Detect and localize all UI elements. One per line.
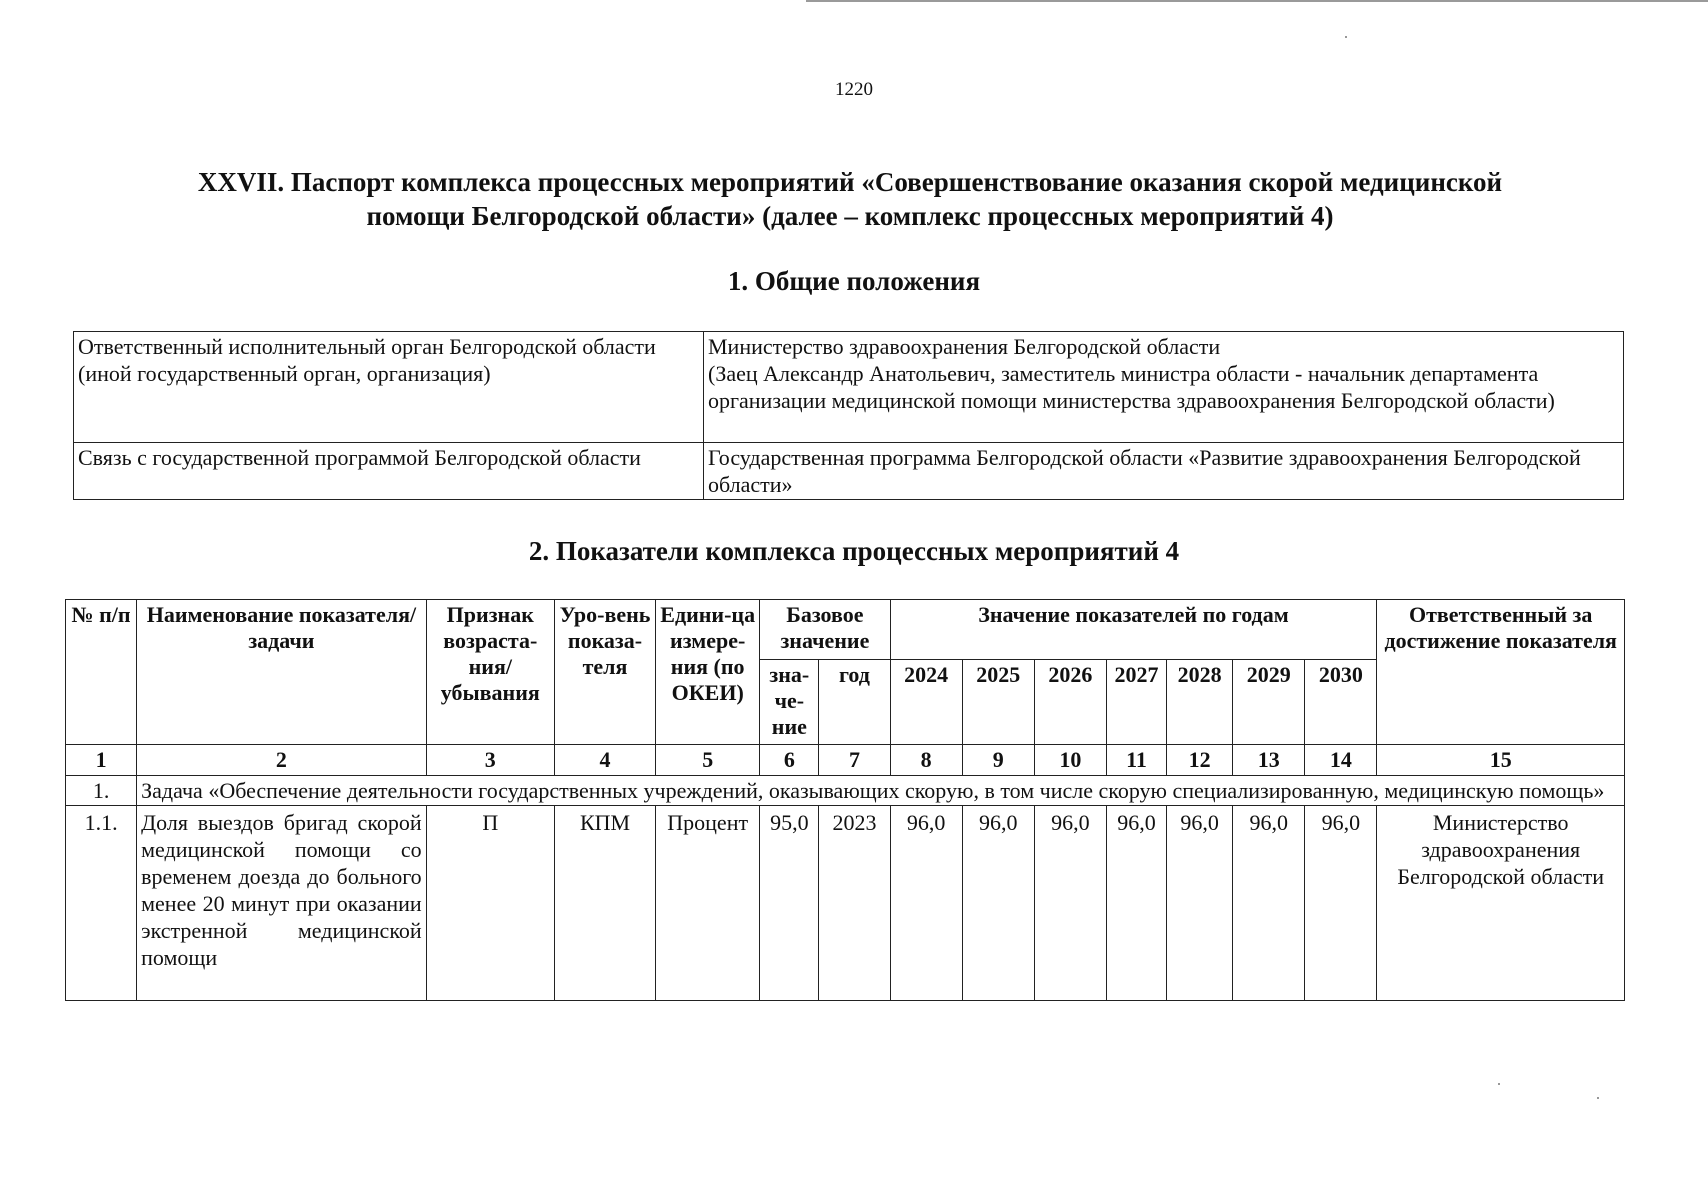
top-rule <box>806 0 1708 2</box>
header-name: Наименование показателя/ задачи <box>137 600 427 745</box>
indicator-base-year: 2023 <box>819 806 890 1001</box>
indicator-value-2025: 96,0 <box>962 806 1034 1001</box>
column-number: 14 <box>1305 745 1377 776</box>
header-years-group: Значение показателей по годам <box>890 600 1377 660</box>
header-level: Уро-вень показа-теля <box>554 600 655 745</box>
column-number: 13 <box>1233 745 1305 776</box>
section-1-heading: 1. Общие положения <box>727 266 981 296</box>
general-row-program-link <box>74 443 1624 500</box>
header-year: 2026 <box>1034 660 1106 745</box>
header-base-value: зна-че-ние <box>760 660 819 745</box>
section-2-heading: 2. Показатели комплекса процессных мероприятий 4 <box>528 536 1180 566</box>
indicator-value-2027: 96,0 <box>1106 806 1166 1001</box>
task-text: Задача «Обеспечение деятельности государственных учреждений, оказывающих скорую, в том числе скорую специализированную, медицинскую помощь» <box>137 776 1625 806</box>
general-label: Ответственный исполнительный орган Белгородской области (иной государственный орган, организация) <box>74 332 704 443</box>
header-row-1 <box>66 600 1625 660</box>
column-number: 10 <box>1034 745 1106 776</box>
column-number: 3 <box>426 745 554 776</box>
task-row <box>66 776 1625 806</box>
header-year: 2030 <box>1305 660 1377 745</box>
indicators-table <box>65 599 1625 1001</box>
scan-speck <box>1597 1097 1599 1099</box>
column-number: 4 <box>554 745 655 776</box>
page-number: 1220 <box>835 79 873 100</box>
indicator-name: Доля выездов бригад скорой медицинской помощи со временем доезда до больного менее 20 минут при оказании экстренной медицинской помощи <box>137 806 427 1001</box>
header-year: 2029 <box>1233 660 1305 745</box>
indicator-value-2026: 96,0 <box>1034 806 1106 1001</box>
general-provisions-table <box>73 331 1624 500</box>
header-year: 2027 <box>1106 660 1166 745</box>
indicator-level: КПМ <box>554 806 655 1001</box>
column-number: 1 <box>66 745 137 776</box>
column-number: 11 <box>1106 745 1166 776</box>
indicator-num: 1.1. <box>66 806 137 1001</box>
scan-speck <box>1498 1083 1500 1085</box>
task-num: 1. <box>66 776 137 806</box>
header-trend: Признак возраста-ния/ убывания <box>426 600 554 745</box>
column-number: 12 <box>1167 745 1233 776</box>
header-base-year: год <box>819 660 890 745</box>
header-year: 2025 <box>962 660 1034 745</box>
indicator-value-2030: 96,0 <box>1305 806 1377 1001</box>
column-number: 8 <box>890 745 962 776</box>
header-year: 2024 <box>890 660 962 745</box>
general-label: Связь с государственной программой Белгородской области <box>74 443 704 500</box>
column-number: 15 <box>1377 745 1625 776</box>
indicator-responsible: Министерство здравоохранения Белгородской области <box>1377 806 1625 1001</box>
indicator-unit: Процент <box>656 806 760 1001</box>
indicator-base-value: 95,0 <box>760 806 819 1001</box>
indicator-value-2024: 96,0 <box>890 806 962 1001</box>
header-num: № п/п <box>66 600 137 745</box>
header-base: Базовое значение <box>760 600 890 660</box>
general-value: Министерство здравоохранения Белгородской области (Заец Александр Анатольевич, заместитель министра области - начальник департамента организации медицинской помощи министерства здравоохранения Белгородской области) <box>704 332 1624 443</box>
scan-speck <box>1345 36 1347 38</box>
header-unit: Едини-ца измере-ния (по ОКЕИ) <box>656 600 760 745</box>
header-responsible: Ответственный за достижение показателя <box>1377 600 1625 745</box>
general-value: Государственная программа Белгородской области «Развитие здравоохранения Белгородской области» <box>704 443 1624 500</box>
indicator-trend: П <box>426 806 554 1001</box>
indicator-row <box>66 806 1625 1001</box>
document-title: XXVII. Паспорт комплекса процессных мероприятий «Совершенствование оказания скорой медицинской помощи Белгородской области» (далее – комплекс процессных мероприятий 4) <box>197 167 1503 231</box>
general-row-responsible <box>74 332 1624 443</box>
column-number: 6 <box>760 745 819 776</box>
column-number: 2 <box>137 745 427 776</box>
header-year: 2028 <box>1167 660 1233 745</box>
column-number: 5 <box>656 745 760 776</box>
column-number: 9 <box>962 745 1034 776</box>
indicator-value-2029: 96,0 <box>1233 806 1305 1001</box>
column-number: 7 <box>819 745 890 776</box>
column-number-row <box>66 745 1625 776</box>
indicator-value-2028: 96,0 <box>1167 806 1233 1001</box>
